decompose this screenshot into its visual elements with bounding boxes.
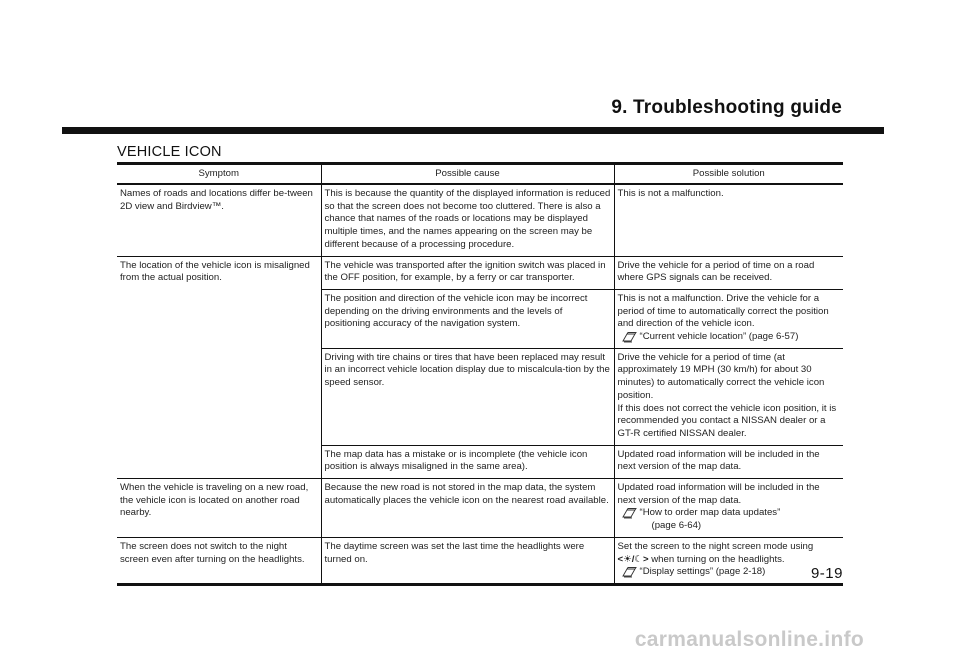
section-title: VEHICLE ICON: [117, 144, 222, 160]
watermark: carmanualsonline.info: [634, 628, 864, 651]
reference-link[interactable]: “Current vehicle location” (page 6-57): [618, 331, 841, 344]
solution-cell: This is not a malfunction.: [614, 184, 843, 256]
header-rule: [62, 127, 884, 134]
symptom-cell: Names of roads and locations differ be-tween 2D view and Birdview™.: [120, 188, 313, 212]
book-reference-icon: [622, 508, 637, 519]
cause-cell: Driving with tire chains or tires that have been replaced may result in an incorrect vehicle location display due to miscalcula-tion by the speed sensor.: [321, 348, 614, 445]
table-row: [117, 537, 843, 583]
table-row: [117, 184, 843, 256]
header-possible-cause: Possible cause: [321, 165, 614, 184]
header-possible-solution: Possible solution: [614, 165, 843, 184]
symptom-cell: The screen does not switch to the night screen even after turning on the headlights.: [117, 537, 321, 583]
page-number: 9-19: [810, 565, 843, 582]
solution-text: Updated road information will be included in the next version of the map data.: [617, 482, 820, 506]
symptom-cell: The location of the vehicle icon is misaligned from the actual position.: [117, 256, 321, 479]
cause-cell: The map data has a mistake or is incomplete (the vehicle icon position is always misaligned in the same area).: [321, 445, 614, 478]
table-header-row: [117, 165, 843, 184]
symptom-cell: When the vehicle is traveling on a new road, the vehicle icon is located on another road nearby.: [117, 479, 321, 538]
cause-cell: The daytime screen was set the last time the headlights were turned on.: [321, 537, 614, 583]
solution-text: This is not a malfunction. Drive the vehicle for a period of time to automatically correct the position and direction of the vehicle icon.: [617, 292, 829, 330]
book-reference-icon: [622, 332, 637, 343]
table-row: [117, 256, 843, 289]
troubleshooting-table: [117, 162, 843, 586]
solution-text: Drive the vehicle for a period of time (at approximately 19 MPH (30 km/h) for about 30 minutes) to automatically correct the vehicle icon position.: [617, 351, 825, 401]
header-symptom: Symptom: [117, 165, 321, 184]
chapter-title: 9. Troubleshooting guide: [611, 97, 842, 118]
book-reference-icon: [622, 567, 637, 578]
day-night-key-icon: <☀/☾>: [617, 553, 649, 565]
cause-cell: Because the new road is not stored in the map data, the system automatically places the vehicle icon on the nearest road available.: [321, 479, 614, 538]
reference-link[interactable]: “How to order map data updates”: [618, 507, 841, 520]
solution-cell: Updated road information will be included in the next version of the map data.: [614, 445, 843, 478]
table-row: [117, 479, 843, 538]
reference-link[interactable]: “Display settings” (page 2-18): [618, 566, 841, 579]
solution-text: Set the screen to the night screen mode using: [617, 540, 814, 552]
cause-cell: The position and direction of the vehicle icon may be incorrect depending on the driving environments and the levels of positioning accuracy of the navigation system.: [321, 289, 614, 348]
solution-cell: [614, 479, 843, 538]
solution-key-line: <☀/☾> when turning on the headlights.: [617, 553, 785, 565]
solution-cell: [614, 289, 843, 348]
solution-cell: [614, 348, 843, 445]
solution-cell: [614, 537, 843, 583]
cause-cell: This is because the quantity of the displayed information is reduced so that the screen does not become too cluttered. There is also a chance that names of the roads or locations may be displayed multiple times, and the names appearing on the screen may be different because of a processing procedure.: [321, 184, 614, 256]
solution-cell: Drive the vehicle for a period of time on a road where GPS signals can be received.: [614, 256, 843, 289]
reference-page: (page 6-64): [651, 520, 702, 532]
solution-extra-text: If this does not correct the vehicle icon position, it is recommended you contact a NISSAN dealer or a GT-R certified NISSAN dealer.: [617, 402, 837, 439]
cause-cell: The vehicle was transported after the ignition switch was placed in the OFF position, for example, by a ferry or car transporter.: [321, 256, 614, 289]
